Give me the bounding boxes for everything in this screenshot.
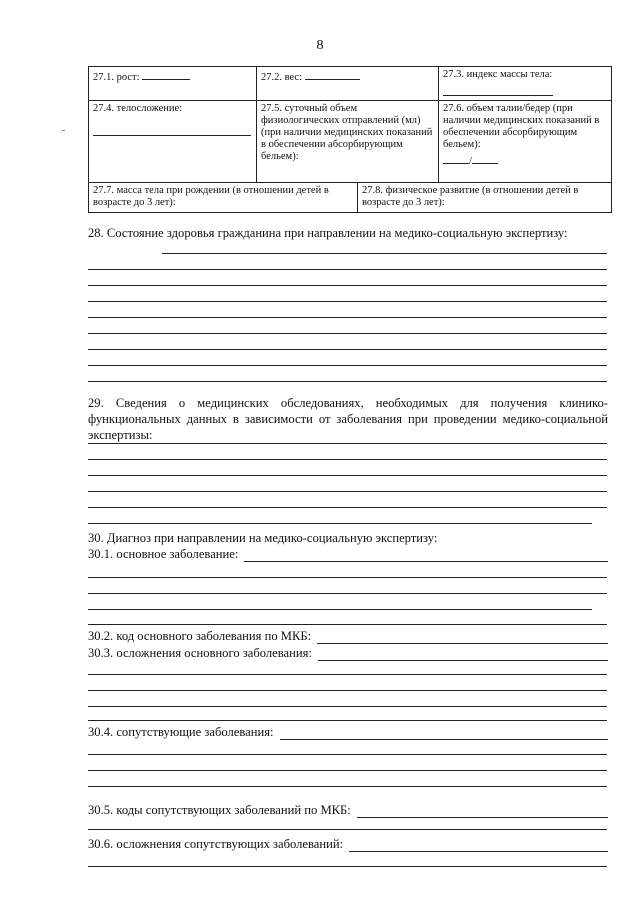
comorbid-complications-label: 30.6. осложнения сопутствующих заболеваний: [88, 837, 344, 851]
weight-label: 27.2. вес: [261, 72, 303, 83]
comorbid-line[interactable] [88, 786, 607, 787]
main-disease-code-row [88, 628, 608, 644]
measurements-table [88, 66, 612, 213]
cell-waist-hip [439, 101, 612, 183]
physical-development-label: 27.8. физическое развитие (в отношении детей в возрасте до 3 лет): [362, 185, 579, 208]
waist-hip-slash: / [469, 156, 472, 167]
main-disease-row [88, 546, 608, 562]
main-disease-line[interactable] [88, 593, 607, 594]
section-29-line[interactable] [88, 523, 592, 524]
birth-weight-label: 27.7. масса тела при рождении (в отношении детей в возрасте до 3 лет): [93, 185, 329, 208]
section-28-line[interactable] [88, 301, 607, 302]
main-disease-code-field[interactable] [317, 631, 608, 644]
comorbid-complications-row [88, 836, 608, 852]
main-disease-label: 30.1. основное заболевание: [88, 547, 239, 561]
cell-bmi [439, 67, 612, 101]
cell-weight [257, 67, 439, 101]
main-disease-line[interactable] [88, 624, 607, 625]
page-number: 8 [316, 38, 324, 53]
section-28-line[interactable] [88, 285, 607, 286]
comorbid-line[interactable] [88, 754, 607, 755]
section-28-line[interactable] [88, 381, 607, 382]
main-complications-field[interactable] [318, 648, 608, 661]
margin-mark [62, 130, 65, 131]
height-label: 27.1. рост: [93, 72, 140, 83]
main-complications-line[interactable] [88, 674, 607, 675]
section-28-line[interactable] [88, 317, 607, 318]
comorbid-codes-field[interactable] [357, 805, 608, 818]
comorbid-line[interactable] [88, 770, 607, 771]
section-30-heading: 30. Диагноз при направлении на медико-социальную экспертизу: [88, 531, 438, 545]
bmi-field[interactable] [443, 85, 553, 96]
section-29-line[interactable] [88, 459, 607, 460]
section-28-heading: 28. Состояние здоровья гражданина при направлении на медико-социальную экспертизу: [88, 226, 568, 240]
section-29-line[interactable] [88, 507, 607, 508]
comorbid-label: 30.4. сопутствующие заболевания: [88, 725, 274, 739]
section-29-line[interactable] [88, 475, 607, 476]
physique-field[interactable] [93, 125, 251, 136]
main-complications-line[interactable] [88, 706, 607, 707]
section-29-line[interactable] [88, 491, 607, 492]
section-28-line[interactable] [88, 349, 607, 350]
comorbid-complications-line[interactable] [88, 866, 607, 867]
main-disease-line[interactable] [88, 577, 607, 578]
main-complications-row [88, 645, 608, 661]
section-28-line[interactable] [88, 333, 607, 334]
cell-physical-development [358, 183, 612, 213]
section-29-heading: 29. Сведения о медицинских обследованиях, необходимых для получения клинико-функциональных данных в зависимости от заболевания при проведении медико-социальной экспертизы: [88, 396, 608, 442]
comorbid-codes-label: 30.5. коды сопутствующих заболеваний по МКБ: [88, 803, 351, 817]
cell-height [89, 67, 257, 101]
section-29-line[interactable] [88, 443, 607, 444]
main-disease-field[interactable] [244, 549, 608, 562]
section-28-line[interactable] [88, 365, 607, 366]
section-28-line[interactable] [162, 253, 607, 254]
comorbid-field[interactable] [280, 727, 608, 740]
section-28-line[interactable] [88, 269, 607, 270]
hip-field[interactable] [472, 153, 498, 164]
main-disease-line[interactable] [88, 609, 592, 610]
main-complications-label: 30.3. осложнения основного заболевания: [88, 646, 312, 660]
cell-physique [89, 101, 257, 183]
weight-field[interactable] [305, 69, 360, 80]
comorbid-complications-field[interactable] [349, 839, 608, 852]
main-disease-code-label: 30.2. код основного заболевания по МКБ: [88, 629, 312, 643]
main-complications-line[interactable] [88, 720, 607, 721]
waist-hip-label: 27.6. объем талии/бедер (при наличии медицинских показаний в обеспечении абсорбирующим бельем): [443, 103, 600, 150]
cell-birth-weight [89, 183, 358, 213]
daily-volume-label: 27.5. суточный объем физиологических отправлений (мл) (при наличии медицинских показаний в обеспечении абсорбирующим бельем): [261, 103, 433, 162]
waist-field[interactable] [443, 153, 469, 164]
bmi-label: 27.3. индекс массы тела: [443, 69, 553, 80]
main-complications-line[interactable] [88, 690, 607, 691]
comorbid-row [88, 724, 608, 740]
physique-label: 27.4. телосложение: [93, 103, 183, 114]
comorbid-codes-line[interactable] [88, 829, 607, 830]
comorbid-codes-row [88, 802, 608, 818]
height-field[interactable] [142, 69, 190, 80]
cell-daily-volume [257, 101, 439, 183]
